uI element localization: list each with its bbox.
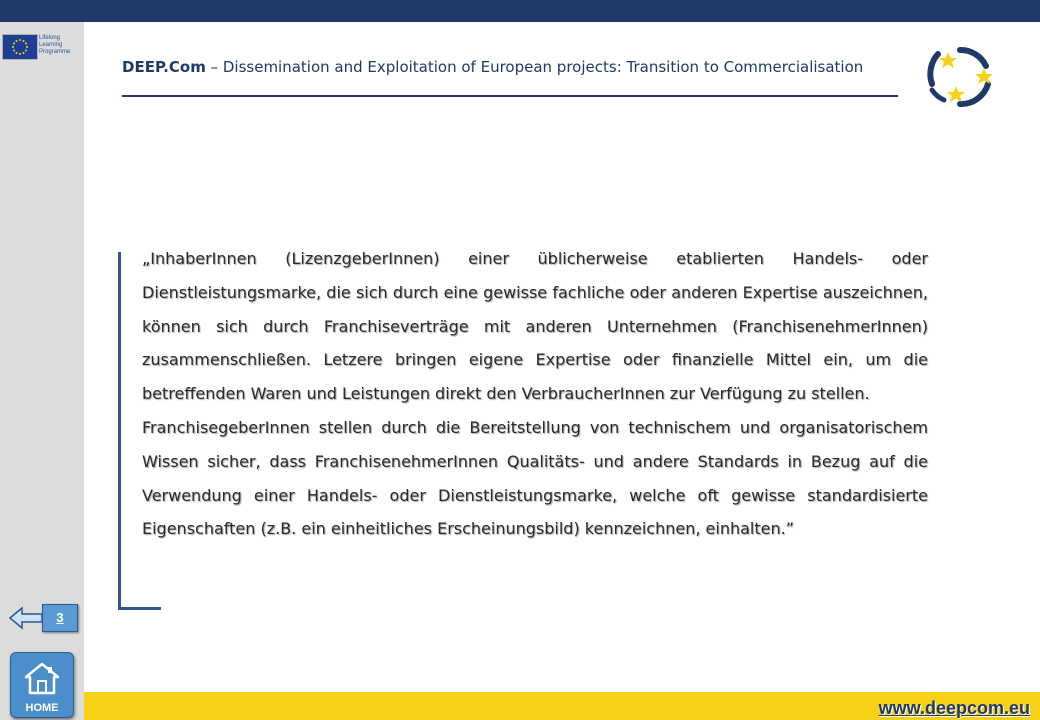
back-to-slide-button[interactable] <box>8 600 76 636</box>
arrow-left-icon <box>8 606 44 630</box>
quote-content <box>142 242 928 546</box>
logo-line-3: Programme <box>39 49 71 55</box>
title-subtitle: – Dissemination and Exploitation of European projects: Transition to Commercialisation <box>205 58 864 76</box>
lifelong-learning-logo <box>2 34 82 62</box>
home-label: HOME <box>25 702 59 714</box>
header-divider <box>122 95 898 97</box>
top-bar <box>0 0 1040 22</box>
logo-line-2: Learning <box>39 42 63 48</box>
quote-paragraph-1: „InhaberInnen (LizenzgeberInnen) einer üblicherweise etablierten Handels- oder Dienstleistungsmarke, die sich durch eine gewisse fachliche oder anderen Expertise auszeichnen, können sich durch Franchiseverträge mit anderen Unternehmen (FranchisenehmerInnen) zusammenschließen. Letzere bringen eigene Expertise oder finanzielle Mittel ein, um die betreffenden Waren und Leistungen direkt den VerbraucherInnen zur Verfügung zu stellen. <box>142 249 928 404</box>
house-icon <box>24 661 60 697</box>
deepcom-stars-logo <box>924 44 998 108</box>
website-link[interactable]: www.deepcom.eu <box>878 698 1030 718</box>
home-button[interactable] <box>10 652 74 718</box>
title-brand: DEEP.Com <box>122 58 206 76</box>
page-title <box>122 58 863 76</box>
lifelong-learning-text <box>39 35 83 56</box>
logo-line-1: Lifelong <box>39 35 61 41</box>
quote-paragraph-2: FranchisegeberInnen stellen durch die Bereitstellung von technischem und organisatorischem Wissen sicher, dass FranchisenehmerInnen Qualitäts- und andere Standards in Bezug auf die Verwendung einer Handels- oder Dienstleistungsmarke, welche oft gewisse standardisierte Eigenschaften (z.B. ein einheitliches Erscheinungsbild) kennzeichnen, einhalten.” <box>142 417 928 539</box>
back-page-number[interactable]: 3 <box>42 604 78 632</box>
eu-flag-icon <box>2 34 38 60</box>
